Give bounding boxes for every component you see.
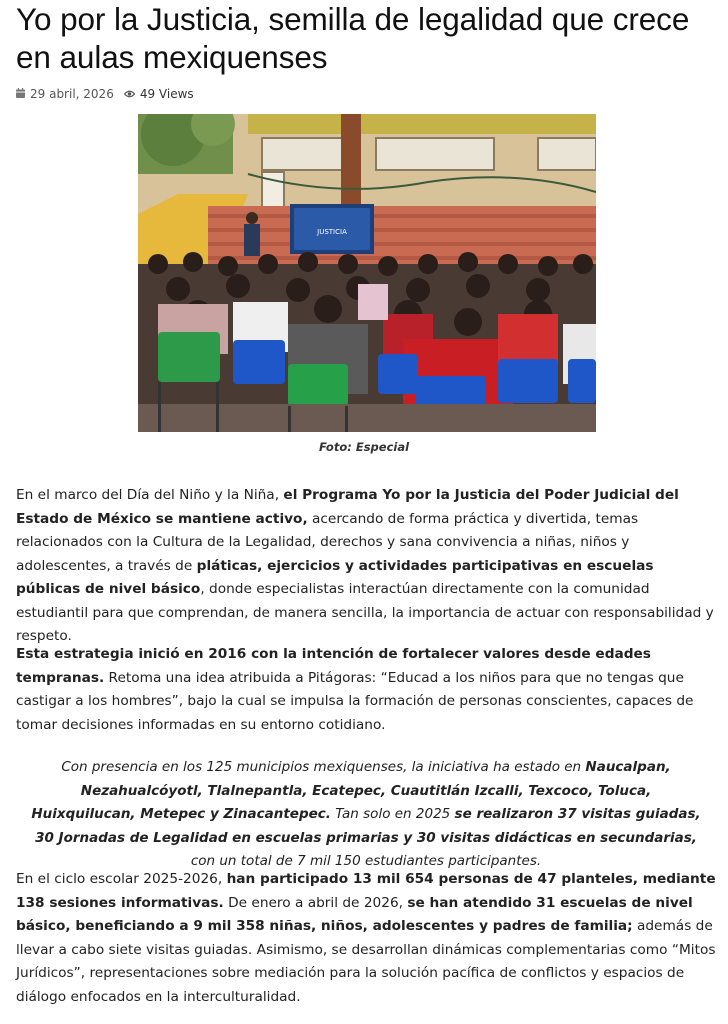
banner-text: JUSTICIA <box>317 228 347 236</box>
paragraph-text: En el marco del Día del Niño y la Niña, <box>16 487 284 503</box>
calendar-icon <box>16 87 25 101</box>
article-paragraph-3 <box>16 868 716 1009</box>
paragraph-text: En el ciclo escolar 2025-2026, <box>16 871 227 887</box>
paragraph-bold-text: se han atendido 31 escuelas de nivel básico, beneficiando a 9 mil 358 niñas, niños, adolescentes y padres de familia; <box>16 894 693 934</box>
article-title: Yo por la Justicia, semilla de legalidad que crece en aulas mexiquenses <box>16 1 690 75</box>
publish-date: 29 abril, 2026 <box>30 87 114 101</box>
article-quote <box>28 756 704 874</box>
quote-bold-text: Naucalpan, Nezahualcóyotl, Tlalnepantla, Ecatepec, Cuautitlán Izcalli, Texcoco, Toluca, Huixquilucan, Metepec y Zinacantepec. <box>31 759 671 822</box>
paragraph-text: , donde especialistas interactúan directamente con la comunidad estudiantil para que comprendan, de manera sencilla, la importancia de actuar con responsabilidad y respeto. <box>16 581 714 644</box>
article-photo <box>138 114 596 432</box>
paragraph-bold-text: pláticas, ejercicios y actividades participativas en escuelas públicas de nivel básico <box>16 557 654 597</box>
paragraph-text: además de llevar a cabo siete visitas guiadas. Asimismo, se desarrollan dinámicas complementarias como “Mitos Jurídicos”, representaciones sobre mediación para la solución pacífica de conflictos y espacios de diálogo enfocados en la interculturalidad. <box>16 918 716 1005</box>
quote-text: Con presencia en los 125 municipios mexiquenses, la iniciativa ha estado en <box>61 759 586 775</box>
paragraph-bold-text: Esta estrategia inició en 2016 con la intención de fortalecer valores desde edades tempranas. <box>16 646 651 686</box>
article-paragraph-1 <box>16 484 716 649</box>
article-meta <box>16 86 194 102</box>
paragraph-text: De enero a abril de 2026, <box>223 894 408 911</box>
paragraph-bold-text: el Programa Yo por la Justicia del Poder Judicial del Estado de México se mantiene activo, <box>16 487 679 527</box>
paragraph-text: acercando de forma práctica y divertida, temas relacionados con la Cultura de la Legalidad, derechos y sana convivencia a niñas, niños y adolescentes, a través de <box>16 510 639 574</box>
views-label: 49 Views <box>139 87 194 101</box>
paragraph-text: Retoma una idea atribuida a Pitágoras: “Educad a los niños para que no tengas que castigar a los hombres”, bajo la cual se impulsa la formación de personas conscientes, capaces de tomar decisiones informadas en su entorno cotidiano. <box>16 669 694 733</box>
views-count <box>124 87 194 101</box>
eye-icon <box>124 87 135 101</box>
quote-text: con un total de 7 mil 150 estudiantes participantes. <box>190 853 542 869</box>
quote-text: Tan solo en 2025 <box>330 806 455 822</box>
paragraph-bold-text: han participado 13 mil 654 personas de 47 planteles, mediante 138 sesiones informativas. <box>16 871 716 911</box>
article-paragraph-2 <box>16 643 716 737</box>
quote-bold-text: se realizaron 37 visitas guiadas, 30 Jornadas de Legalidad en escuelas primarias y 30 visitas didácticas en secundarias, <box>35 806 701 846</box>
photo-caption: Foto: Especial <box>318 440 410 454</box>
